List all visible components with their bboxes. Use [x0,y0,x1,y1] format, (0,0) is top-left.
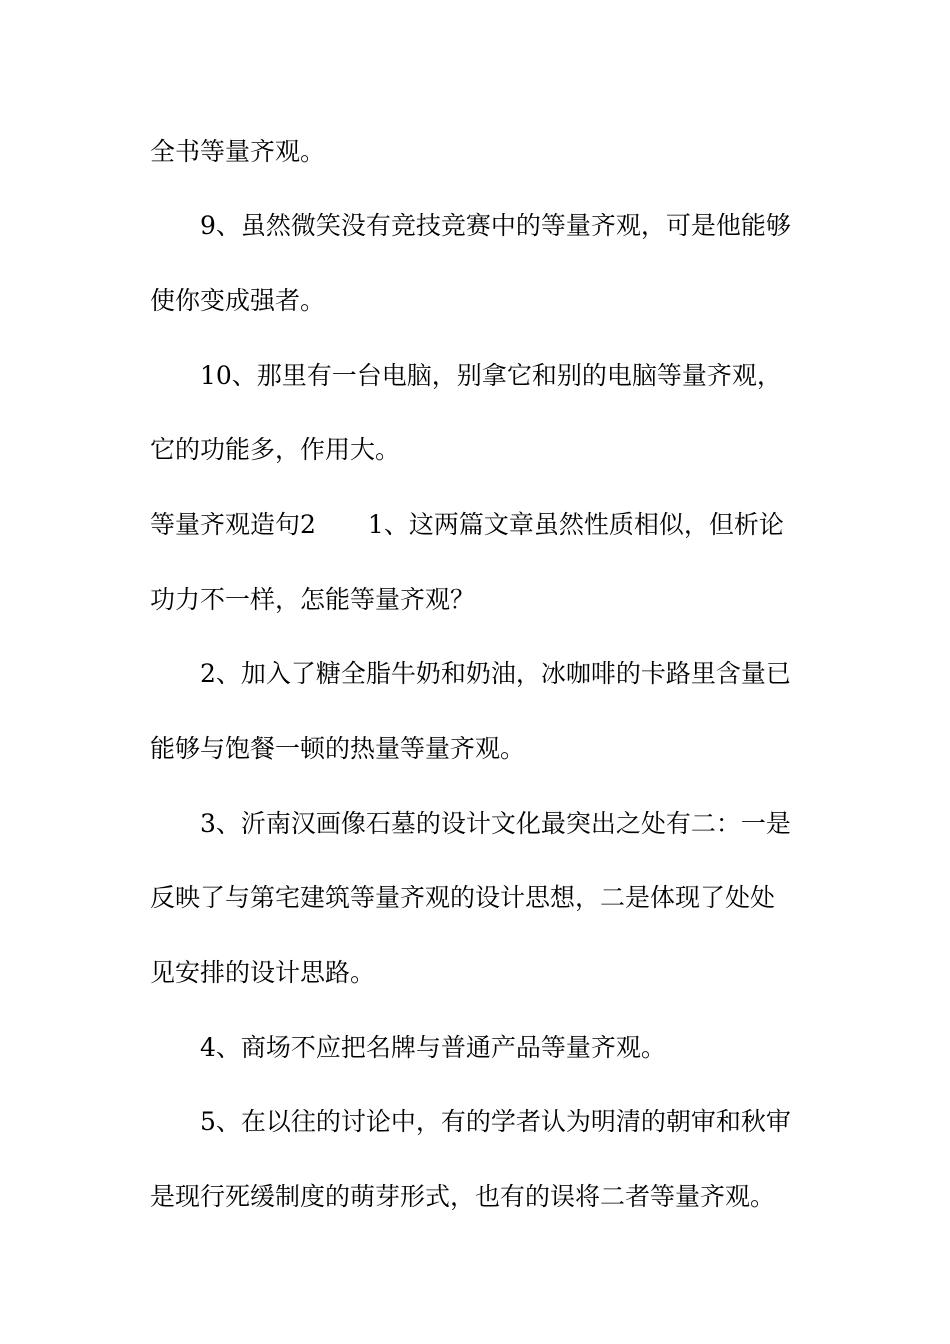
paragraph-line: 使你变成强者。 [150,286,326,315]
paragraph-line: 9、虽然微笑没有竞技竞赛中的等量齐观，可是他能够 [200,211,791,240]
paragraph-line: 是现行死缓制度的萌芽形式，也有的误将二者等量齐观。 [150,1182,776,1211]
section-heading-line [150,507,810,543]
paragraph-line: 3、沂南汉画像石墓的设计文化最突出之处有二：一是 [200,809,791,838]
paragraph-line: 4、商场不应把名牌与普通产品等量齐观。 [200,1033,666,1062]
paragraph-line: 能够与饱餐一顿的热量等量齐观。 [150,734,526,763]
paragraph-line: 全书等量齐观。 [150,137,326,166]
section-first-item: 1、这两篇文章虽然性质相似，但析论 [367,510,784,539]
paragraph-line: 它的功能多，作用大。 [150,435,401,464]
section-heading: 等量齐观造句2 [150,510,316,539]
paragraph-line: 见安排的设计思路。 [150,958,376,987]
paragraph-line: 反映了与第宅建筑等量齐观的设计思想，二是体现了处处 [150,883,776,912]
paragraph-line: 2、加入了糖全脂牛奶和奶油，冰咖啡的卡路里含量已 [200,659,791,688]
paragraph-line: 10、那里有一台电脑，别拿它和别的电脑等量齐观， [200,361,782,390]
paragraph-line: 5、在以往的讨论中，有的学者认为明清的朝审和秋审 [200,1107,791,1136]
paragraph-line: 功力不一样，怎能等量齐观？ [150,585,476,614]
